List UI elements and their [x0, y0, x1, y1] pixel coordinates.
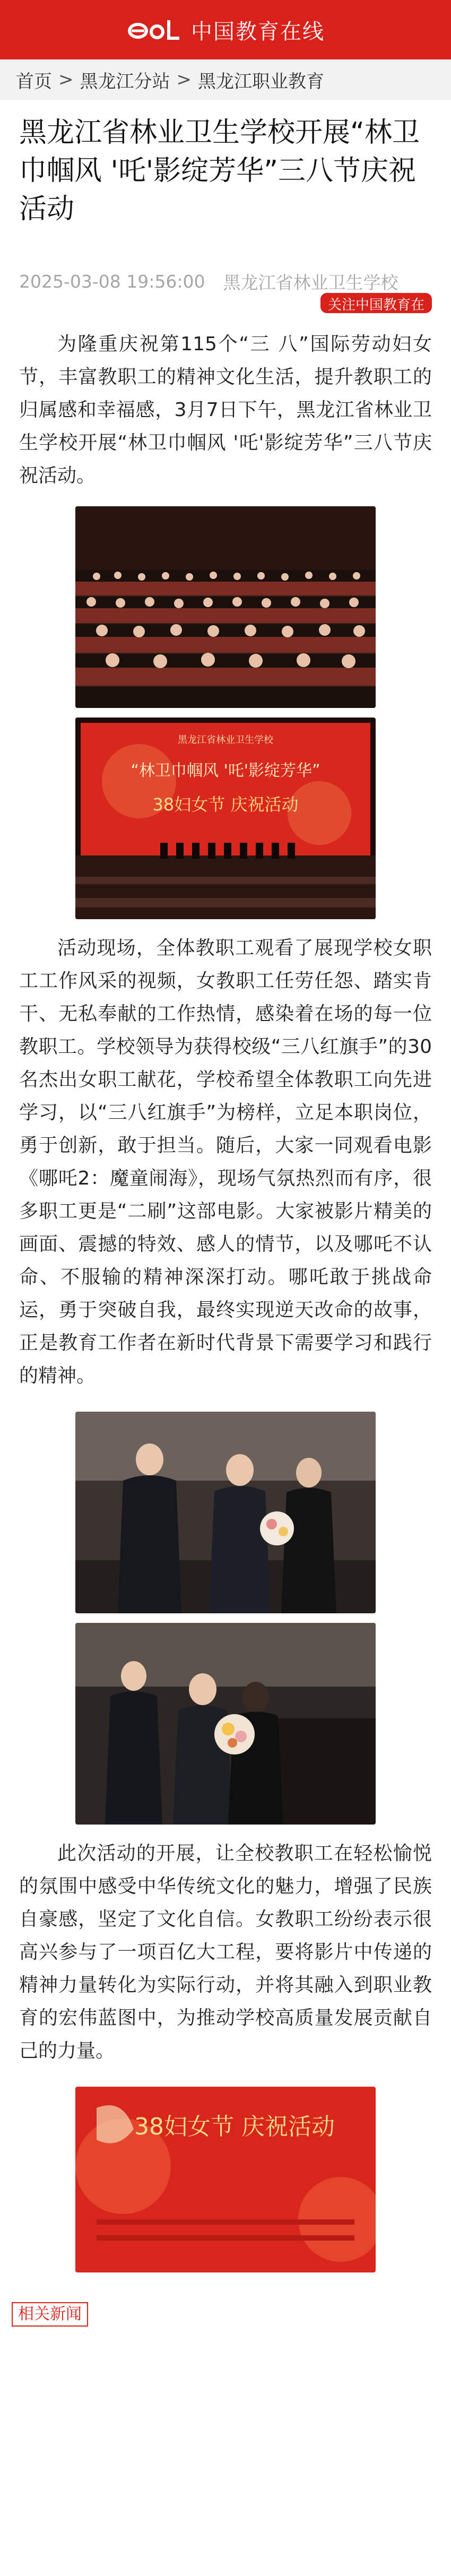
site-header: [0, 0, 451, 59]
follow-button[interactable]: 关注中国教育在: [320, 293, 432, 313]
bouquet-handover-image: [75, 1623, 376, 1825]
eol-logo-icon: [126, 17, 181, 42]
event-banner-photo: [75, 718, 376, 919]
closing-banner-photo: [75, 2087, 376, 2272]
breadcrumb-separator: >: [58, 69, 74, 90]
article-title: 黑龙江省林业卫生学校开展“林卫巾帼风 '吒'影绽芳华”三八节庆祝活动: [19, 117, 420, 225]
article-paragraph: 此次活动的开展，让全校教职工在轻松愉悦的氛围中感受中华传统文化的魅力，增强了民族自豪感，坚定了文化自信。女教职工纷纷表示很高兴参与了一项百亿大工程，要将影片中传递的精神力量转化为实际行动，并将其融入到职业教育的宏伟蓝图中，为推动学校高质量发展贡献自己的力量。: [19, 1843, 432, 2062]
breadcrumb-branch[interactable]: 黑龙江分站: [80, 71, 170, 92]
breadcrumb-separator: >: [176, 69, 192, 90]
brand[interactable]: [126, 15, 325, 45]
breadcrumb-home[interactable]: 首页: [16, 71, 52, 92]
bouquet-handover-photo: [75, 1623, 376, 1825]
follow-row: [19, 293, 432, 315]
related-news-tab[interactable]: 相关新闻: [12, 2302, 88, 2327]
article-meta: [19, 270, 432, 293]
breadcrumb: [0, 59, 451, 100]
closing-banner-image: [75, 2087, 376, 2272]
flower-presentation-image: [75, 1412, 376, 1613]
article: [0, 114, 451, 2272]
article-paragraph: 活动现场，全体教职工观看了展现学校女职工工作风采的视频，女教职工任劳任怨、踏实肯干、无私奉献的工作热情，感染着在场的每一位教职工。学校领导为获得校级“三八红旗手”的30名杰出女职工献花，学校希望全体教职工向先进学习，以“三八红旗手”为榜样，立足本职岗位，勇于创新，敢于担当。随后，大家一同观看电影《哪吒2：魔童闹海》，现场气氛热烈而有序，很多职工更是“二刷”这部电影。大家被影片精美的画面、震撼的特效、感人的情节，以及哪吒不认命、不服输的精神深深打动。哪吒敢于挑战命运，勇于突破自我，最终实现逆天改命的故事，正是教育工作者在新时代背景下需要学习和践行的精神。: [19, 937, 432, 1387]
banner-school-text: 黑龙江省林业卫生学校: [178, 734, 273, 746]
related-news: [0, 2302, 451, 2327]
publish-date: 2025-03-08 19:56:00: [19, 271, 205, 292]
banner-event-text: 38妇女节 庆祝活动: [152, 794, 299, 815]
audience-photo: [75, 506, 376, 708]
closing-banner-text: 38妇女节 庆祝活动: [134, 2113, 335, 2140]
article-paragraph: 为隆重庆祝第115个“三 八”国际劳动妇女节，丰富教职工的精神文化生活，提升教职工的归属感和幸福感，3月7日下午，黑龙江省林业卫生学校开展“林卫巾帼风 '吒'影绽芳华”三八节庆祝活动。: [19, 333, 432, 487]
banner-title-text: “林卫巾帼风 '吒'影绽芳华”: [131, 762, 320, 780]
breadcrumb-category[interactable]: 黑龙江职业教育: [198, 71, 324, 92]
site-name: 中国教育在线: [191, 19, 325, 44]
event-banner-image: [75, 718, 376, 919]
audience-image: [75, 506, 376, 708]
flower-presentation-photo: [75, 1412, 376, 1613]
article-source: 黑龙江省林业卫生学校: [223, 272, 398, 293]
